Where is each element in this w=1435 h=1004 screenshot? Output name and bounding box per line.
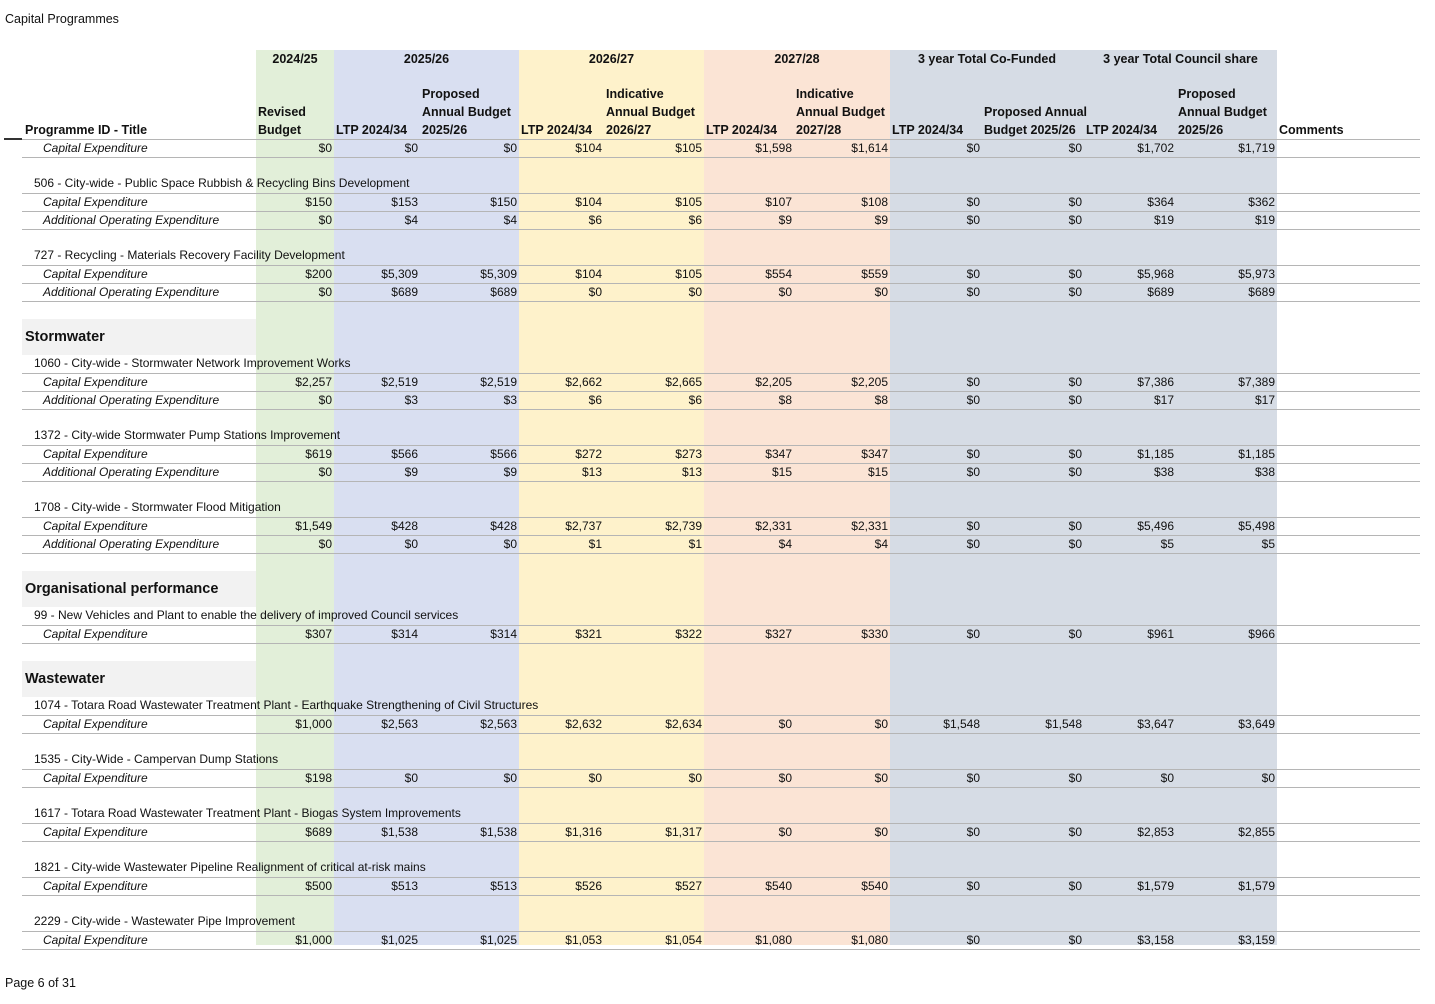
cell-value: $5,498: [1238, 519, 1275, 533]
title-column-header: Programme ID - Title: [25, 123, 148, 137]
cell-value: $2,853: [1137, 825, 1174, 839]
row-label: Additional Operating Expenditure: [43, 393, 220, 407]
cell-value: $0: [1068, 825, 1082, 839]
row-divider: [22, 787, 1420, 788]
cell-value: $1,548: [943, 717, 980, 731]
cell-value: $2,563: [480, 717, 517, 731]
cell-value: $200: [305, 267, 332, 281]
table-row: [0, 769, 1435, 787]
cell-value: $2,632: [565, 717, 602, 731]
year-header-council-share: 3 year Total Council share: [1103, 52, 1258, 66]
cell-value: $0: [966, 375, 980, 389]
cell-value: $0: [1068, 393, 1082, 407]
cell-value: $104: [575, 267, 602, 281]
cell-value: $0: [1261, 771, 1275, 785]
row-label: Capital Expenditure: [43, 879, 148, 893]
cell-value: $2,737: [565, 519, 602, 533]
cell-value: $1,317: [665, 825, 702, 839]
cell-value: $322: [675, 627, 702, 641]
page-title: Capital Programmes: [5, 12, 119, 26]
row-label: Additional Operating Expenditure: [43, 285, 220, 299]
column-header-line: LTP 2024/34: [521, 123, 593, 137]
cell-value: $1,053: [565, 933, 602, 947]
cell-value: $0: [966, 627, 980, 641]
cell-value: $272: [575, 447, 602, 461]
table-row: [0, 373, 1435, 391]
column-header-line: 2025/26: [1178, 123, 1224, 137]
cell-value: $5,496: [1137, 519, 1174, 533]
cell-value: $554: [765, 267, 792, 281]
cell-value: $1,614: [851, 141, 888, 155]
row-label: Capital Expenditure: [43, 825, 148, 839]
programme-title: 1708 - City-wide - Stormwater Flood Mitigation: [34, 500, 281, 514]
column-header-line: Annual Budget: [1178, 105, 1267, 119]
cell-value: $0: [966, 465, 980, 479]
cell-value: $105: [675, 141, 702, 155]
cell-value: $540: [861, 879, 888, 893]
cell-value: $3: [404, 393, 418, 407]
column-header-line: LTP 2024/34: [706, 123, 778, 137]
cell-value: $1,549: [295, 519, 332, 533]
programme-title: 2229 - City-wide - Wastewater Pipe Improvement: [34, 914, 295, 928]
cell-value: $7,386: [1137, 375, 1174, 389]
cell-value: $13: [581, 465, 602, 479]
cell-value: $19: [1254, 213, 1275, 227]
cell-value: $689: [305, 825, 332, 839]
cell-value: $1,080: [755, 933, 792, 947]
cell-value: $2,662: [565, 375, 602, 389]
cell-value: $5,309: [381, 267, 418, 281]
cell-value: $1,719: [1238, 141, 1275, 155]
cell-value: $0: [1068, 141, 1082, 155]
cell-value: $0: [1068, 519, 1082, 533]
table-row: [0, 517, 1435, 535]
cell-value: $273: [675, 447, 702, 461]
cell-value: $0: [874, 717, 888, 731]
row-divider: [22, 643, 1420, 644]
column-header-line: Indicative: [606, 87, 664, 101]
cell-value: $347: [765, 447, 792, 461]
row-label: Capital Expenditure: [43, 447, 148, 461]
year-header-cofunded: 3 year Total Co-Funded: [918, 52, 1056, 66]
cell-value: $1,025: [480, 933, 517, 947]
table-row: [0, 139, 1435, 157]
cell-value: $4: [404, 213, 418, 227]
row-divider: [22, 841, 1420, 842]
cell-value: $314: [490, 627, 517, 641]
row-label: Capital Expenditure: [43, 195, 148, 209]
cell-value: $38: [1254, 465, 1275, 479]
cell-value: $2,331: [851, 519, 888, 533]
cell-value: $1,185: [1238, 447, 1275, 461]
cell-value: $0: [778, 717, 792, 731]
cell-value: $526: [575, 879, 602, 893]
cell-value: $527: [675, 879, 702, 893]
cell-value: $428: [490, 519, 517, 533]
cell-value: $1,579: [1238, 879, 1275, 893]
cell-value: $327: [765, 627, 792, 641]
cell-value: $5: [1261, 537, 1275, 551]
row-label: Additional Operating Expenditure: [43, 537, 220, 551]
cell-value: $2,665: [665, 375, 702, 389]
section-header: Organisational performance: [25, 581, 219, 597]
year-header-2026-27: 2026/27: [588, 52, 635, 66]
cell-value: $540: [765, 879, 792, 893]
column-header-line: Annual Budget: [606, 105, 695, 119]
table-row: [0, 445, 1435, 463]
cell-value: $150: [490, 195, 517, 209]
cell-value: $0: [778, 771, 792, 785]
row-label: Capital Expenditure: [43, 627, 148, 641]
cell-value: $364: [1147, 195, 1174, 209]
programme-title: 727 - Recycling - Materials Recovery Facility Development: [34, 248, 345, 262]
row-divider: [22, 553, 1420, 554]
cell-value: $1,185: [1137, 447, 1174, 461]
row-divider: [22, 949, 1420, 950]
column-header-line: Proposed: [422, 87, 480, 101]
cell-value: $9: [404, 465, 418, 479]
cell-value: $17: [1254, 393, 1275, 407]
cell-value: $0: [874, 825, 888, 839]
band-2027-28: [704, 50, 890, 945]
cell-value: $2,205: [851, 375, 888, 389]
cell-value: $362: [1248, 195, 1275, 209]
programme-title: 1372 - City-wide Stormwater Pump Stations Improvement: [34, 428, 341, 442]
cell-value: $0: [318, 465, 332, 479]
cell-value: $0: [966, 195, 980, 209]
column-header-line: Indicative: [796, 87, 854, 101]
cell-value: $0: [966, 141, 980, 155]
cell-value: $150: [305, 195, 332, 209]
cell-value: $1,579: [1137, 879, 1174, 893]
table-row: [0, 265, 1435, 283]
programme-title: 1617 - Totara Road Wastewater Treatment Plant - Biogas System Improvements: [34, 806, 461, 820]
row-label: Capital Expenditure: [43, 717, 148, 731]
cell-value: $0: [874, 771, 888, 785]
table-row: [0, 391, 1435, 409]
row-label: Capital Expenditure: [43, 771, 148, 785]
cell-value: $0: [778, 285, 792, 299]
cell-value: $8: [874, 393, 888, 407]
row-label: Capital Expenditure: [43, 933, 148, 947]
cell-value: $330: [861, 627, 888, 641]
cell-value: $5,968: [1137, 267, 1174, 281]
table-row: [0, 823, 1435, 841]
cell-value: $7,389: [1238, 375, 1275, 389]
table-row: [0, 463, 1435, 481]
cell-value: $0: [318, 285, 332, 299]
band-totals: [890, 50, 1277, 945]
year-header-2025-26: 2025/26: [403, 52, 450, 66]
cell-value: $0: [966, 771, 980, 785]
cell-value: $2,331: [755, 519, 792, 533]
cell-value: $4: [503, 213, 517, 227]
cell-value: $105: [675, 195, 702, 209]
cell-value: $0: [588, 285, 602, 299]
cell-value: $0: [688, 771, 702, 785]
cell-value: $107: [765, 195, 792, 209]
cell-value: $1,054: [665, 933, 702, 947]
cell-value: $4: [778, 537, 792, 551]
table-row: [0, 715, 1435, 733]
row-label: Additional Operating Expenditure: [43, 465, 220, 479]
cell-value: $6: [588, 213, 602, 227]
cell-value: $9: [874, 213, 888, 227]
cell-value: $689: [1147, 285, 1174, 299]
cell-value: $559: [861, 267, 888, 281]
cell-value: $3: [503, 393, 517, 407]
cell-value: $6: [688, 393, 702, 407]
column-header-line: Proposed Annual: [984, 105, 1088, 119]
comments-column-header: Comments: [1279, 123, 1344, 137]
cell-value: $500: [305, 879, 332, 893]
cell-value: $9: [503, 465, 517, 479]
year-header-2027-28: 2027/28: [774, 52, 820, 66]
page-footer: Page 6 of 31: [5, 976, 76, 990]
table-row: [0, 931, 1435, 949]
cell-value: $689: [1248, 285, 1275, 299]
cell-value: $0: [1068, 195, 1082, 209]
cell-value: $2,739: [665, 519, 702, 533]
column-header-line: LTP 2024/34: [892, 123, 964, 137]
cell-value: $0: [966, 519, 980, 533]
cell-value: $307: [305, 627, 332, 641]
cell-value: $2,519: [381, 375, 418, 389]
table-row: [0, 283, 1435, 301]
cell-value: $2,257: [295, 375, 332, 389]
section-header: Wastewater: [25, 671, 106, 687]
row-divider: [22, 895, 1420, 896]
cell-value: $2,634: [665, 717, 702, 731]
cell-value: $6: [688, 213, 702, 227]
cell-value: $0: [1068, 267, 1082, 281]
cell-value: $0: [318, 213, 332, 227]
cell-value: $5,973: [1238, 267, 1275, 281]
cell-value: $0: [874, 285, 888, 299]
cell-value: $1,598: [755, 141, 792, 155]
row-divider: [22, 229, 1420, 230]
programme-title: 1535 - City-Wide - Campervan Dump Stations: [34, 752, 279, 766]
cell-value: $38: [1153, 465, 1174, 479]
cell-value: $0: [503, 141, 517, 155]
cell-value: $0: [966, 537, 980, 551]
row-divider: [22, 409, 1420, 410]
cell-value: $5: [1160, 537, 1174, 551]
column-header-line: Budget: [258, 123, 302, 137]
cell-value: $0: [1068, 465, 1082, 479]
cell-value: $1: [588, 537, 602, 551]
cell-value: $105: [675, 267, 702, 281]
cell-value: $0: [966, 825, 980, 839]
row-divider: [22, 733, 1420, 734]
cell-value: $0: [404, 771, 418, 785]
table-row: [0, 535, 1435, 553]
cell-value: $13: [681, 465, 702, 479]
cell-value: $347: [861, 447, 888, 461]
cell-value: $0: [1068, 627, 1082, 641]
column-header-line: 2025/26: [422, 123, 468, 137]
column-header-line: LTP 2024/34: [1086, 123, 1158, 137]
cell-value: $1,000: [295, 717, 332, 731]
row-label: Capital Expenditure: [43, 519, 148, 533]
cell-value: $104: [575, 141, 602, 155]
cell-value: $19: [1153, 213, 1174, 227]
cell-value: $0: [1160, 771, 1174, 785]
cell-value: $1,025: [381, 933, 418, 947]
cell-value: $0: [1068, 537, 1082, 551]
cell-value: $513: [490, 879, 517, 893]
cell-value: $1,538: [480, 825, 517, 839]
table-row: [0, 625, 1435, 643]
cell-value: $0: [1068, 213, 1082, 227]
cell-value: $566: [490, 447, 517, 461]
cell-value: $0: [318, 141, 332, 155]
cell-value: $1,702: [1137, 141, 1174, 155]
cell-value: $566: [391, 447, 418, 461]
cell-value: $0: [966, 879, 980, 893]
cell-value: $3,159: [1238, 933, 1275, 947]
cell-value: $619: [305, 447, 332, 461]
cell-value: $198: [305, 771, 332, 785]
column-header-line: Budget 2025/26: [984, 123, 1076, 137]
cell-value: $0: [503, 537, 517, 551]
cell-value: $17: [1153, 393, 1174, 407]
programme-title: 1060 - City-wide - Stormwater Network Improvement Works: [34, 356, 351, 370]
cell-value: $0: [966, 447, 980, 461]
band-2026-27: [519, 50, 704, 945]
cell-value: $513: [391, 879, 418, 893]
cell-value: $3,647: [1137, 717, 1174, 731]
cell-value: $689: [391, 285, 418, 299]
cell-value: $2,855: [1238, 825, 1275, 839]
row-label: Capital Expenditure: [43, 375, 148, 389]
row-label: Capital Expenditure: [43, 267, 148, 281]
row-divider: [22, 301, 1420, 302]
cell-value: $15: [867, 465, 888, 479]
cell-value: $0: [688, 285, 702, 299]
cell-value: $966: [1248, 627, 1275, 641]
column-header-line: Revised: [258, 105, 306, 119]
cell-value: $2,519: [480, 375, 517, 389]
cell-value: $689: [490, 285, 517, 299]
programme-title: 1821 - City-wide Wastewater Pipeline Realignment of critical at-risk mains: [34, 860, 426, 874]
cell-value: $0: [1068, 285, 1082, 299]
cell-value: $1,316: [565, 825, 602, 839]
cell-value: $0: [318, 537, 332, 551]
cell-value: $0: [404, 537, 418, 551]
cell-value: $5,309: [480, 267, 517, 281]
cell-value: $108: [861, 195, 888, 209]
table-row: [0, 211, 1435, 229]
cell-value: $0: [1068, 771, 1082, 785]
row-divider: [22, 157, 1420, 158]
cell-value: $9: [778, 213, 792, 227]
cell-value: $428: [391, 519, 418, 533]
cell-value: $2,563: [381, 717, 418, 731]
column-header-line: Annual Budget: [796, 105, 885, 119]
row-label: Capital Expenditure: [43, 141, 148, 155]
cell-value: $0: [778, 825, 792, 839]
cell-value: $2,205: [755, 375, 792, 389]
cell-value: $1,538: [381, 825, 418, 839]
cell-value: $104: [575, 195, 602, 209]
table-row: [0, 193, 1435, 211]
cell-value: $8: [778, 393, 792, 407]
cell-value: $1,080: [851, 933, 888, 947]
cell-value: $153: [391, 195, 418, 209]
column-header-line: Proposed: [1178, 87, 1236, 101]
cell-value: $0: [1068, 879, 1082, 893]
programme-title: 506 - City-wide - Public Space Rubbish & Recycling Bins Development: [34, 176, 410, 190]
cell-value: $3,649: [1238, 717, 1275, 731]
cell-value: $0: [1068, 933, 1082, 947]
row-label: Additional Operating Expenditure: [43, 213, 220, 227]
column-header-line: 2027/28: [796, 123, 842, 137]
cell-value: $314: [391, 627, 418, 641]
cell-value: $0: [966, 933, 980, 947]
cell-value: $0: [588, 771, 602, 785]
cell-value: $0: [1068, 375, 1082, 389]
column-header-line: Annual Budget: [422, 105, 511, 119]
cell-value: $15: [771, 465, 792, 479]
row-divider: [22, 481, 1420, 482]
cell-value: $0: [404, 141, 418, 155]
cell-value: $0: [966, 285, 980, 299]
cell-value: $1,548: [1045, 717, 1082, 731]
year-header-2024-25: 2024/25: [272, 52, 318, 66]
cell-value: $0: [503, 771, 517, 785]
cell-value: $1,000: [295, 933, 332, 947]
cell-value: $3,158: [1137, 933, 1174, 947]
column-header-line: LTP 2024/34: [336, 123, 408, 137]
cell-value: $321: [575, 627, 602, 641]
column-header-line: 2026/27: [606, 123, 652, 137]
cell-value: $961: [1147, 627, 1174, 641]
cell-value: $1: [688, 537, 702, 551]
cell-value: $0: [966, 267, 980, 281]
cell-value: $0: [318, 393, 332, 407]
cell-value: $6: [588, 393, 602, 407]
programme-title: 1074 - Totara Road Wastewater Treatment Plant - Earthquake Strengthening of Civil Structures: [34, 698, 539, 712]
section-header: Stormwater: [25, 329, 105, 345]
programme-title: 99 - New Vehicles and Plant to enable the delivery of improved Council services: [34, 608, 459, 622]
cell-value: $4: [874, 537, 888, 551]
table-row: [0, 877, 1435, 895]
cell-value: $0: [966, 393, 980, 407]
cell-value: $0: [966, 213, 980, 227]
cell-value: $0: [1068, 447, 1082, 461]
